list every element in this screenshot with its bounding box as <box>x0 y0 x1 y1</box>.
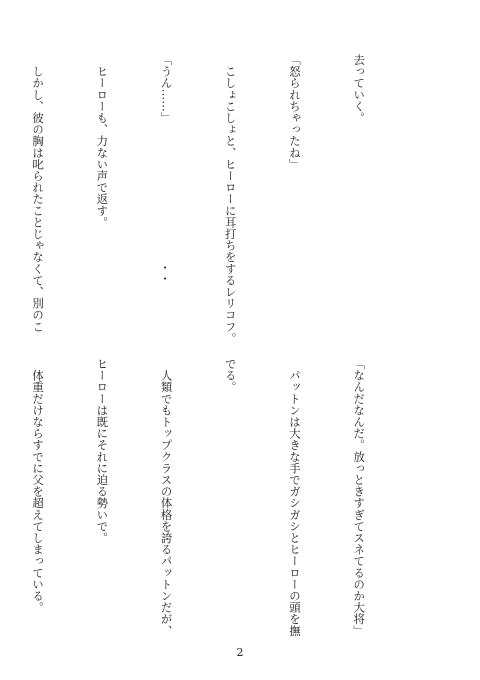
text-line: 「なんだなんだ。放っときすぎてスネてるのか大将」 <box>352 358 367 637</box>
text-line: でる。 <box>223 358 238 393</box>
page-number: 2 <box>236 646 244 659</box>
text-line: ヒーローも、力ない声で返す。 <box>95 54 110 228</box>
text-line: パットンは大きな手でガシガシとヒーローの頭を撫 <box>287 358 302 637</box>
text-line: 「怒られちゃったね」 <box>287 54 302 170</box>
text-line: ヒーローは既にそれに迫る勢いで。 <box>95 358 110 544</box>
text-block-lower <box>31 358 412 637</box>
text-line: 体重だけならすでに父を超えてしまっている。 <box>31 358 46 614</box>
text-block-upper <box>31 54 412 344</box>
text-line: 人類でもトップクラスの体格を誇るパットンだが、 <box>159 358 174 637</box>
text-line: こしょこしょと、ヒーローに耳打ちをするレリコフ。 <box>223 54 238 344</box>
text-line: しかし、彼の胸は叱られたことじゃなくて、別のこ <box>31 54 46 333</box>
scene-break-marker: ・・ <box>158 262 171 284</box>
text-line: 「うん……」 <box>159 54 174 124</box>
text-line: 去っていく。 <box>352 54 367 124</box>
